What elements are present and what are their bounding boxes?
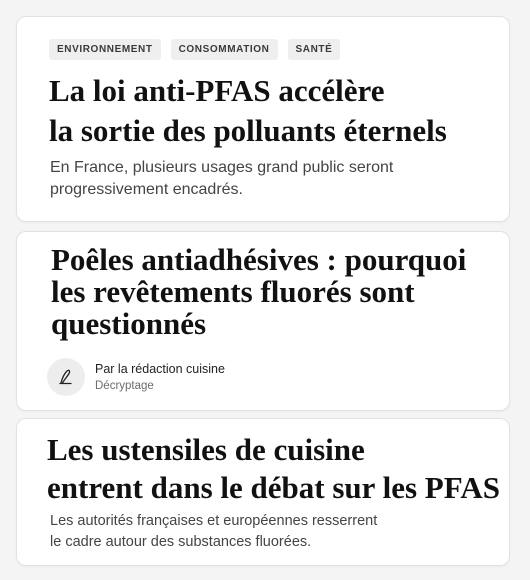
byline-text xyxy=(95,361,225,394)
headline-line: La loi anti-PFAS accélère xyxy=(49,73,385,108)
tag-sante[interactable]: SANTÉ xyxy=(288,39,341,60)
author-name[interactable]: Par la rédaction cuisine xyxy=(95,361,225,376)
headline-line: la sortie des polluants éternels xyxy=(49,113,447,148)
tag-list xyxy=(49,39,340,60)
summary-line: Les autorités françaises et européennes resserrent xyxy=(50,513,378,529)
article-summary xyxy=(50,157,460,201)
tag-environnement[interactable]: ENVIRONNEMENT xyxy=(49,39,161,60)
article-headline[interactable] xyxy=(47,431,507,507)
article-card-anti-pfas-law[interactable] xyxy=(16,16,510,222)
headline-line: Les ustensiles de cuisine xyxy=(47,432,365,467)
summary-line: le cadre autour des substances fluorées. xyxy=(50,534,312,550)
headline-line: questionnés xyxy=(51,306,207,341)
article-card-cookware-pfas[interactable] xyxy=(16,418,510,566)
article-headline[interactable] xyxy=(51,244,491,340)
author-avatar xyxy=(47,358,85,396)
byline xyxy=(47,358,225,396)
article-headline[interactable] xyxy=(49,71,499,151)
article-summary xyxy=(50,511,470,553)
pen-signature-icon xyxy=(56,367,76,387)
summary-line: En France, plusieurs usages grand public seront xyxy=(50,159,394,176)
article-card-nonstick-pans[interactable] xyxy=(16,231,510,411)
section-label: Décryptage xyxy=(95,379,154,392)
summary-line: progressivement encadrés. xyxy=(50,181,243,198)
headline-line: Poêles antiadhésives : pourquoi xyxy=(51,242,467,277)
headline-line: les revêtements fluorés sont xyxy=(51,274,415,309)
headline-line: entrent dans le débat sur les PFAS xyxy=(47,470,500,505)
tag-consommation[interactable]: CONSOMMATION xyxy=(171,39,278,60)
